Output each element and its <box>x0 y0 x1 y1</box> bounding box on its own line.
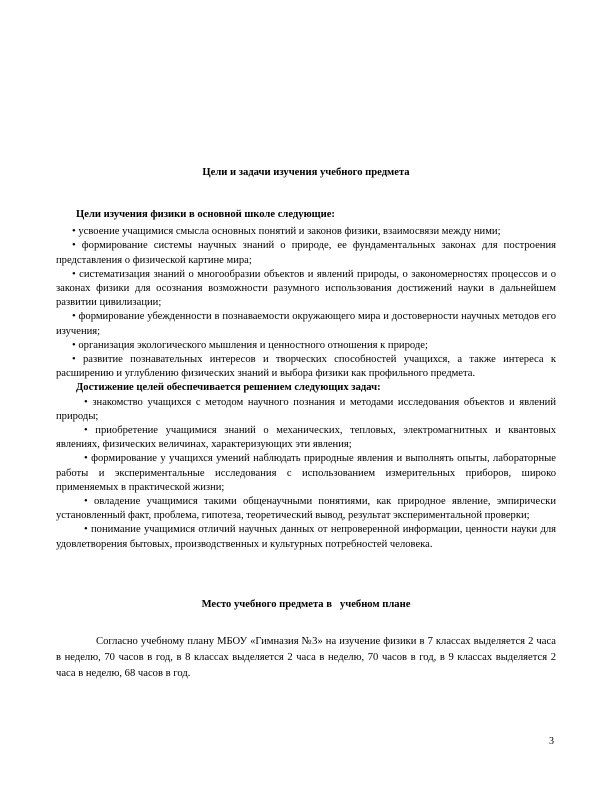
goal-item: • организация экологического мышления и ценностного отношения к природе; <box>72 339 428 351</box>
task-item: • понимание учащимися отличий научных данных от непроверенной информации, ценности науки для удовлетворения бытовых, производственных и культурных потребностей человека. <box>56 524 556 550</box>
goals-section <box>56 208 556 552</box>
task-item: • овладение учащимися такими общенаучными понятиями, как природное явление, эмпирически установленный факт, проблема, гипотеза, теоретический вывод, результат экспериментальной проверки; <box>56 496 556 522</box>
goals-title: Цели изучения физики в основной школе следующие: <box>76 209 335 220</box>
place-heading <box>56 598 556 612</box>
goals-heading: Цели и задачи изучения учебного предмета <box>202 167 410 178</box>
place-paragraph: Согласно учебному плану МБОУ «Гимназия №3» на изучение физики в 7 классах выделяется 2 часа в неделю, 70 часов в год, в 8 классах выделяется 2 часа в неделю, 70 часов в год, в 9 классах выделяется 2 часа в неделю, 68 часов в год. <box>56 636 556 680</box>
tasks-title: Достижение целей обеспечивается решением следующих задач: <box>76 382 381 394</box>
task-item: • формирование у учащихся умений наблюдать природные явления и выполнять опыты, лабораторные работы и экспериментальные исследования с использованием измерительных приборов, широко применяемых в практической жизни; <box>56 453 556 493</box>
goal-item: • формирование системы научных знаний о природе, ее фундаментальных законах для построения представления о физической картине мира; <box>56 240 556 266</box>
page-number: 3 <box>549 736 554 747</box>
task-item: • приобретение учащимися знаний о механических, тепловых, электромагнитных и квантовых явлениях, физических величинах, характеризующих эти явления; <box>56 425 556 451</box>
goal-item: • формирование убежденности в познаваемости окружающего мира и достоверности научных методов его изучения; <box>56 311 556 337</box>
goal-item: • усвоение учащимися смысла основных понятий и законов физики, взаимосвязи между ними; <box>72 226 501 238</box>
goal-item: • систематизация знаний о многообразии объектов и явлений природы, о закономерностях процессов и о законах физики для осознания возможности разумного использования достижений науки в дальнейшем развитии цивилизации; <box>56 268 556 309</box>
task-item: • знакомство учащихся с методом научного познания и методами исследования объектов и явлений природы; <box>56 396 556 422</box>
goal-item: • развитие познавательных интересов и творческих способностей учащихся, а также интереса к расширению и углублению физических знаний и выбора физики как профильного предмета. <box>56 354 556 380</box>
place-heading-text: Место учебного предмета в учебном плане <box>201 599 411 610</box>
